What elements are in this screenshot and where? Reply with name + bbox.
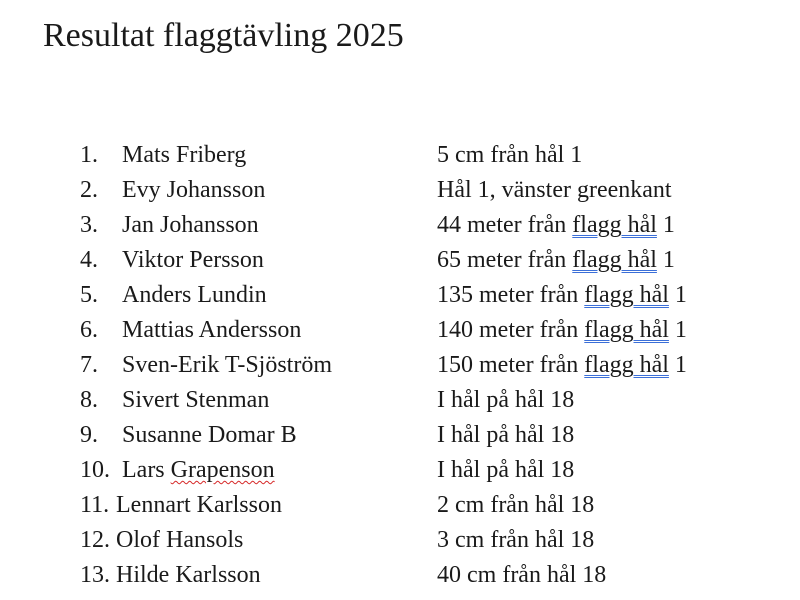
result-text: I hål på hål 18 <box>437 422 575 448</box>
result-prefix: 140 meter från <box>437 317 585 343</box>
list-number: 3. <box>80 212 98 238</box>
result-text <box>437 278 687 313</box>
list-number: 4. <box>80 247 98 273</box>
player-name: Sven-Erik T-Sjöström <box>122 352 333 378</box>
result-text: I hål på hål 18 <box>437 387 575 413</box>
result-text: 3 cm från hål 18 <box>437 527 595 553</box>
result-prefix: 150 meter från <box>437 352 585 378</box>
player-name: Lennart Karlsson <box>116 492 282 518</box>
player-name: Olof Hansols <box>116 527 244 553</box>
player-name: Anders Lundin <box>122 282 267 308</box>
list-number: 6. <box>80 317 98 343</box>
result-text: 40 cm från hål 18 <box>437 562 607 588</box>
list-number: 1. <box>80 142 98 168</box>
player-name <box>122 453 275 488</box>
list-number: 11. <box>80 492 110 518</box>
spelling-flagged-text[interactable]: Grapenson <box>170 457 275 483</box>
result-prefix: 135 meter från <box>437 282 585 308</box>
player-name: Evy Johansson <box>122 177 266 203</box>
grammar-flagged-text[interactable]: flagg hål <box>584 317 669 343</box>
list-number: 12. <box>80 527 110 553</box>
result-suffix: 1 <box>668 352 687 378</box>
list-item <box>0 173 800 208</box>
result-text: 5 cm från hål 1 <box>437 142 583 168</box>
player-name: Mats Friberg <box>122 142 247 168</box>
result-text: Hål 1, vänster greenkant <box>437 177 672 203</box>
grammar-flagged-text[interactable]: flagg hål <box>572 247 657 273</box>
list-number: 8. <box>80 387 98 413</box>
list-number: 5. <box>80 282 98 308</box>
result-prefix: 44 meter från <box>437 212 573 238</box>
result-text <box>437 313 687 348</box>
list-number: 9. <box>80 422 98 448</box>
player-name: Hilde Karlsson <box>116 562 261 588</box>
result-suffix: 1 <box>656 212 675 238</box>
list-item <box>0 523 800 558</box>
player-name: Viktor Persson <box>122 247 264 273</box>
player-name: Sivert Stenman <box>122 387 270 413</box>
list-item <box>0 208 800 243</box>
list-number: 13. <box>80 562 110 588</box>
list-number: 10. <box>80 457 110 483</box>
list-item <box>0 138 800 173</box>
document-title: Resultat flaggtävling 2025 <box>43 17 404 54</box>
player-name: Susanne Domar B <box>122 422 297 448</box>
result-suffix: 1 <box>668 282 687 308</box>
result-suffix: 1 <box>668 317 687 343</box>
result-text <box>437 208 675 243</box>
result-text <box>437 243 675 278</box>
result-text: I hål på hål 18 <box>437 457 575 483</box>
list-item <box>0 243 800 278</box>
list-item <box>0 558 800 593</box>
list-item <box>0 348 800 383</box>
result-text: 2 cm från hål 18 <box>437 492 595 518</box>
player-first-name: Lars <box>122 457 171 483</box>
list-item <box>0 488 800 523</box>
player-name: Jan Johansson <box>122 212 259 238</box>
result-text <box>437 348 687 383</box>
list-number: 7. <box>80 352 98 378</box>
grammar-flagged-text[interactable]: flagg hål <box>572 212 657 238</box>
list-item <box>0 383 800 418</box>
grammar-flagged-text[interactable]: flagg hål <box>584 352 669 378</box>
list-item <box>0 453 800 488</box>
result-prefix: 65 meter från <box>437 247 573 273</box>
list-item <box>0 278 800 313</box>
list-item <box>0 418 800 453</box>
results-list <box>0 138 800 593</box>
result-suffix: 1 <box>656 247 675 273</box>
grammar-flagged-text[interactable]: flagg hål <box>584 282 669 308</box>
list-item <box>0 313 800 348</box>
player-name: Mattias Andersson <box>122 317 302 343</box>
list-number: 2. <box>80 177 98 203</box>
